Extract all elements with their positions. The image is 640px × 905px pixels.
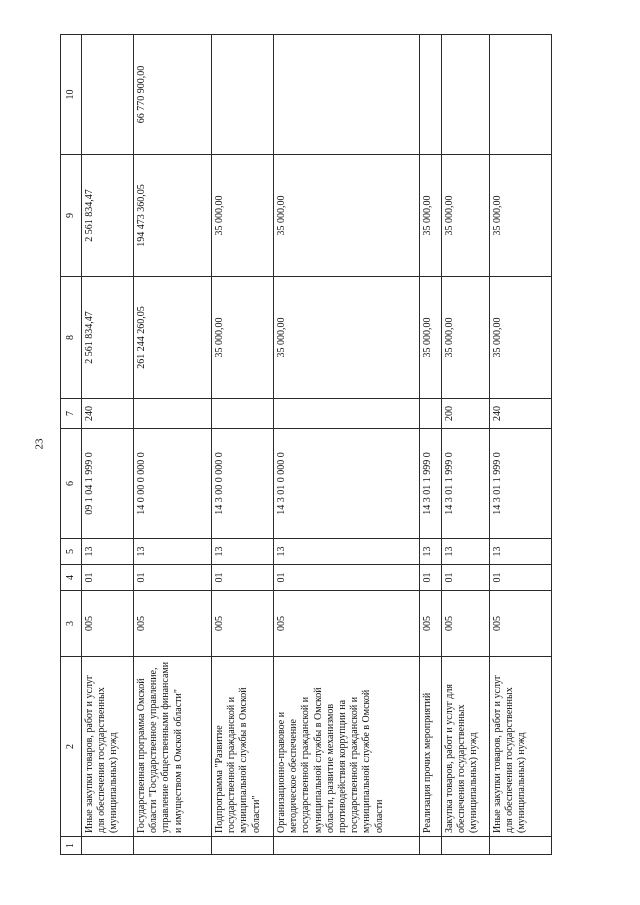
amount-col8: 261 244 260,05: [134, 277, 212, 399]
section-code: 01: [420, 565, 442, 591]
admin-code: 005: [442, 591, 490, 657]
section-code: 01: [82, 565, 134, 591]
header-cell-4: 4: [61, 565, 82, 591]
col1-cell: [134, 837, 212, 855]
amount-col8: 35 000,00: [274, 277, 420, 399]
table-row: [274, 35, 420, 855]
row-name: Государственная программа Омской области "Государственное управление, управление общественными финансами и имуществом в Омской области": [134, 657, 212, 837]
subsection-code: 13: [420, 539, 442, 565]
target-article-code: 14 3 01 1 999 0: [420, 429, 442, 539]
admin-code: 005: [82, 591, 134, 657]
table-container: [60, 35, 540, 855]
table-row: [490, 35, 552, 855]
amount-col9: 35 000,00: [420, 155, 442, 277]
subsection-code: 13: [82, 539, 134, 565]
section-code: 01: [442, 565, 490, 591]
amount-col9: 2 561 834,47: [82, 155, 134, 277]
expense-type-code: [420, 399, 442, 429]
row-name: Иные закупки товаров, работ и услуг для обеспечения государственных (муниципальных) нужд: [82, 657, 134, 837]
col1-cell: [82, 837, 134, 855]
amount-col10: [442, 35, 490, 155]
section-code: 01: [212, 565, 274, 591]
target-article-code: 14 3 00 0 000 0: [212, 429, 274, 539]
amount-col10: [490, 35, 552, 155]
col1-cell: [212, 837, 274, 855]
target-article-code: 14 3 01 1 999 0: [442, 429, 490, 539]
table-row: [420, 35, 442, 855]
expense-type-code: [134, 399, 212, 429]
header-cell-2: 2: [61, 657, 82, 837]
admin-code: 005: [274, 591, 420, 657]
header-cell-5: 5: [61, 539, 82, 565]
admin-code: 005: [490, 591, 552, 657]
table-row: [442, 35, 490, 855]
col1-cell: [490, 837, 552, 855]
target-article-code: 09 1 04 1 999 0: [82, 429, 134, 539]
admin-code: 005: [420, 591, 442, 657]
subsection-code: 13: [274, 539, 420, 565]
budget-table: [60, 34, 552, 855]
table-row: [134, 35, 212, 855]
header-cell-1: 1: [61, 837, 82, 855]
amount-col8: 35 000,00: [212, 277, 274, 399]
col1-cell: [274, 837, 420, 855]
header-cell-10: 10: [61, 35, 82, 155]
amount-col9: 35 000,00: [274, 155, 420, 277]
table-row: [212, 35, 274, 855]
section-code: 01: [274, 565, 420, 591]
amount-col8: 2 561 834,47: [82, 277, 134, 399]
amount-col8: 35 000,00: [442, 277, 490, 399]
header-cell-3: 3: [61, 591, 82, 657]
subsection-code: 13: [134, 539, 212, 565]
expense-type-code: 240: [82, 399, 134, 429]
amount-col9: 35 000,00: [490, 155, 552, 277]
row-name: Иные закупки товаров, работ и услуг для обеспечения государственных (муниципальных) нужд: [490, 657, 552, 837]
subsection-code: 13: [442, 539, 490, 565]
target-article-code: 14 3 01 1 999 0: [490, 429, 552, 539]
amount-col9: 35 000,00: [442, 155, 490, 277]
header-cell-8: 8: [61, 277, 82, 399]
amount-col10: [274, 35, 420, 155]
target-article-code: 14 3 01 0 000 0: [274, 429, 420, 539]
subsection-code: 13: [490, 539, 552, 565]
header-cell-9: 9: [61, 155, 82, 277]
amount-col10: [212, 35, 274, 155]
amount-col9: 194 473 360,05: [134, 155, 212, 277]
amount-col10: [82, 35, 134, 155]
col1-cell: [442, 837, 490, 855]
admin-code: 005: [212, 591, 274, 657]
admin-code: 005: [134, 591, 212, 657]
amount-col8: 35 000,00: [420, 277, 442, 399]
amount-col10: [420, 35, 442, 155]
table-row: [82, 35, 134, 855]
header-cell-6: 6: [61, 429, 82, 539]
target-article-code: 14 0 00 0 000 0: [134, 429, 212, 539]
row-name: Закупка товаров, работ и услуг для обеспечения государственных (муниципальных) нужд: [442, 657, 490, 837]
col1-cell: [420, 837, 442, 855]
amount-col9: 35 000,00: [212, 155, 274, 277]
header-cell-7: 7: [61, 399, 82, 429]
expense-type-code: [274, 399, 420, 429]
section-code: 01: [490, 565, 552, 591]
section-code: 01: [134, 565, 212, 591]
page-number: 23: [33, 438, 46, 450]
header-row: [61, 35, 82, 855]
amount-col10: 66 770 900,00: [134, 35, 212, 155]
row-name: Подпрограмма "Развитие государственной гражданской и муниципальной службы в Омской области": [212, 657, 274, 837]
expense-type-code: 240: [490, 399, 552, 429]
expense-type-code: [212, 399, 274, 429]
row-name: Организационно-правовое и методическое обеспечение государственной гражданской и муниципальной службы в Омской области, развитие механизмов противодействия коррупции на государственной гражданской и муниципальной службе в Омской области: [274, 657, 420, 837]
amount-col8: 35 000,00: [490, 277, 552, 399]
expense-type-code: 200: [442, 399, 490, 429]
row-name: Реализация прочих мероприятий: [420, 657, 442, 837]
subsection-code: 13: [212, 539, 274, 565]
